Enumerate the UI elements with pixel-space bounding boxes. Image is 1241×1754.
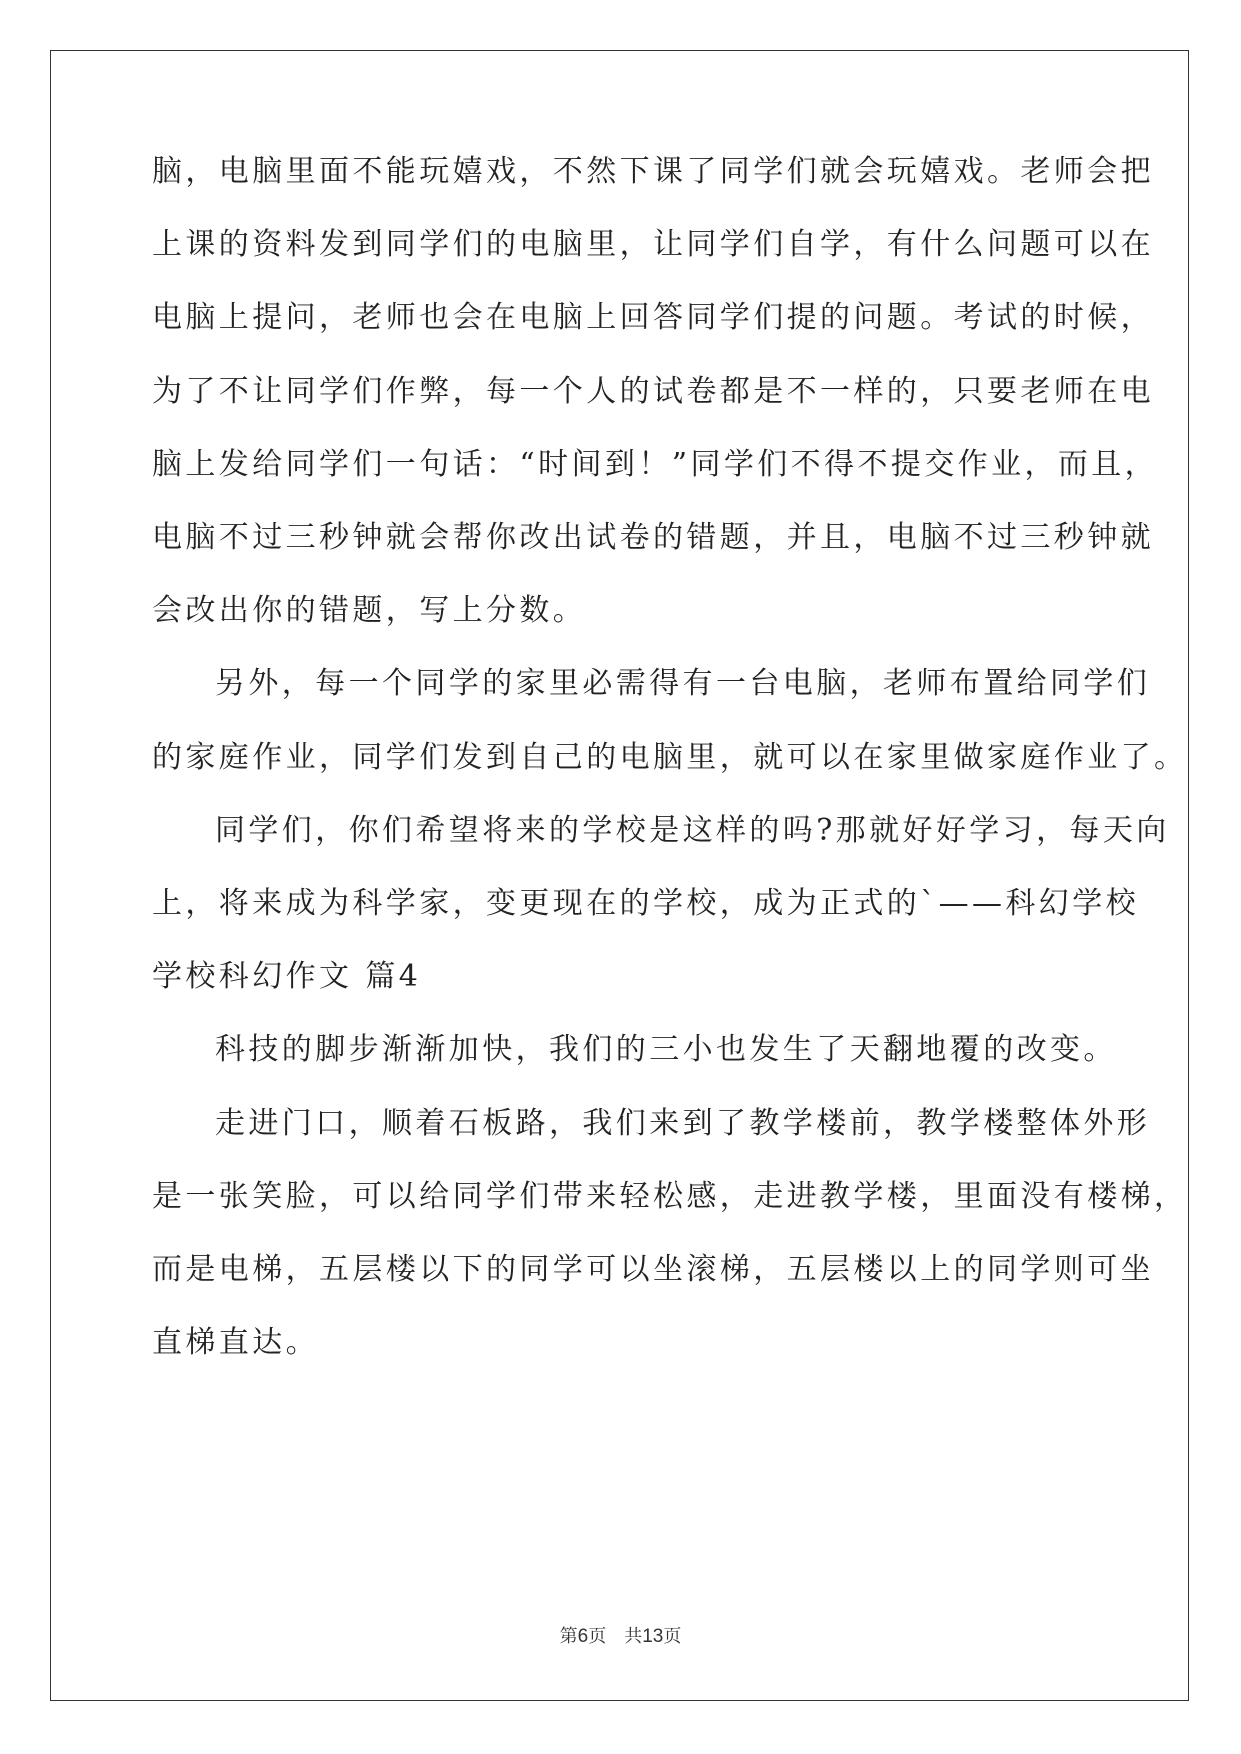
text-line: 另外，每一个同学的家里必需得有一台电脑，老师布置给同学们 (215, 666, 1151, 701)
text-line: 走进门口，顺着石板路，我们来到了教学楼前，教学楼整体外形 (215, 1106, 1151, 1141)
text-line: 的家庭作业，同学们发到自己的电脑里，就可以在家里做家庭作业了。 (152, 740, 1188, 775)
text-line: 而是电梯，五层楼以下的同学可以坐滚梯，五层楼以上的同学则可坐 (152, 1252, 1154, 1287)
page-prefix: 第 (559, 1626, 578, 1647)
text-line: 会改出你的错题，写上分数。 (152, 593, 587, 628)
text-line: 直梯直达。 (152, 1325, 319, 1360)
text-line: 脑上发给同学们一句话：“时间到！”同学们不得不提交作业，而且， (152, 447, 1159, 482)
text-line: 上课的资料发到同学们的电脑里，让同学们自学，有什么问题可以在 (152, 227, 1154, 262)
text-line: 科技的脚步渐渐加快，我们的三小也发生了天翻地覆的改变。 (215, 1032, 1117, 1067)
text-line: 脑，电脑里面不能玩嬉戏，不然下课了同学们就会玩嬉戏。老师会把 (152, 154, 1154, 189)
text-line: 为了不让同学们作弊，每一个人的试卷都是不一样的，只要老师在电 (152, 374, 1154, 409)
text-line: 同学们，你们希望将来的学校是这样的吗?那就好好学习，每天向 (215, 813, 1170, 848)
page-current: 6 (577, 1626, 589, 1647)
text-line: 电脑上提问，老师也会在电脑上回答同学们提的问题。考试的时候， (152, 300, 1154, 335)
page-total: 13 (642, 1626, 664, 1647)
text-line: 电脑不过三秒钟就会帮你改出试卷的错题，并且，电脑不过三秒钟就 (152, 520, 1154, 555)
text-line: 上，将来成为科学家，变更现在的学校，成为正式的`——科幻学校 (152, 886, 1139, 921)
section-heading: 学校科幻作文 篇4 (152, 959, 422, 994)
page-footer (0, 1625, 1241, 1649)
text-line: 是一张笑脸，可以给同学们带来轻松感，走进教学楼，里面没有楼梯， (152, 1179, 1188, 1214)
page-mid: 页 共 (588, 1626, 643, 1647)
page-suffix: 页 (663, 1626, 682, 1647)
